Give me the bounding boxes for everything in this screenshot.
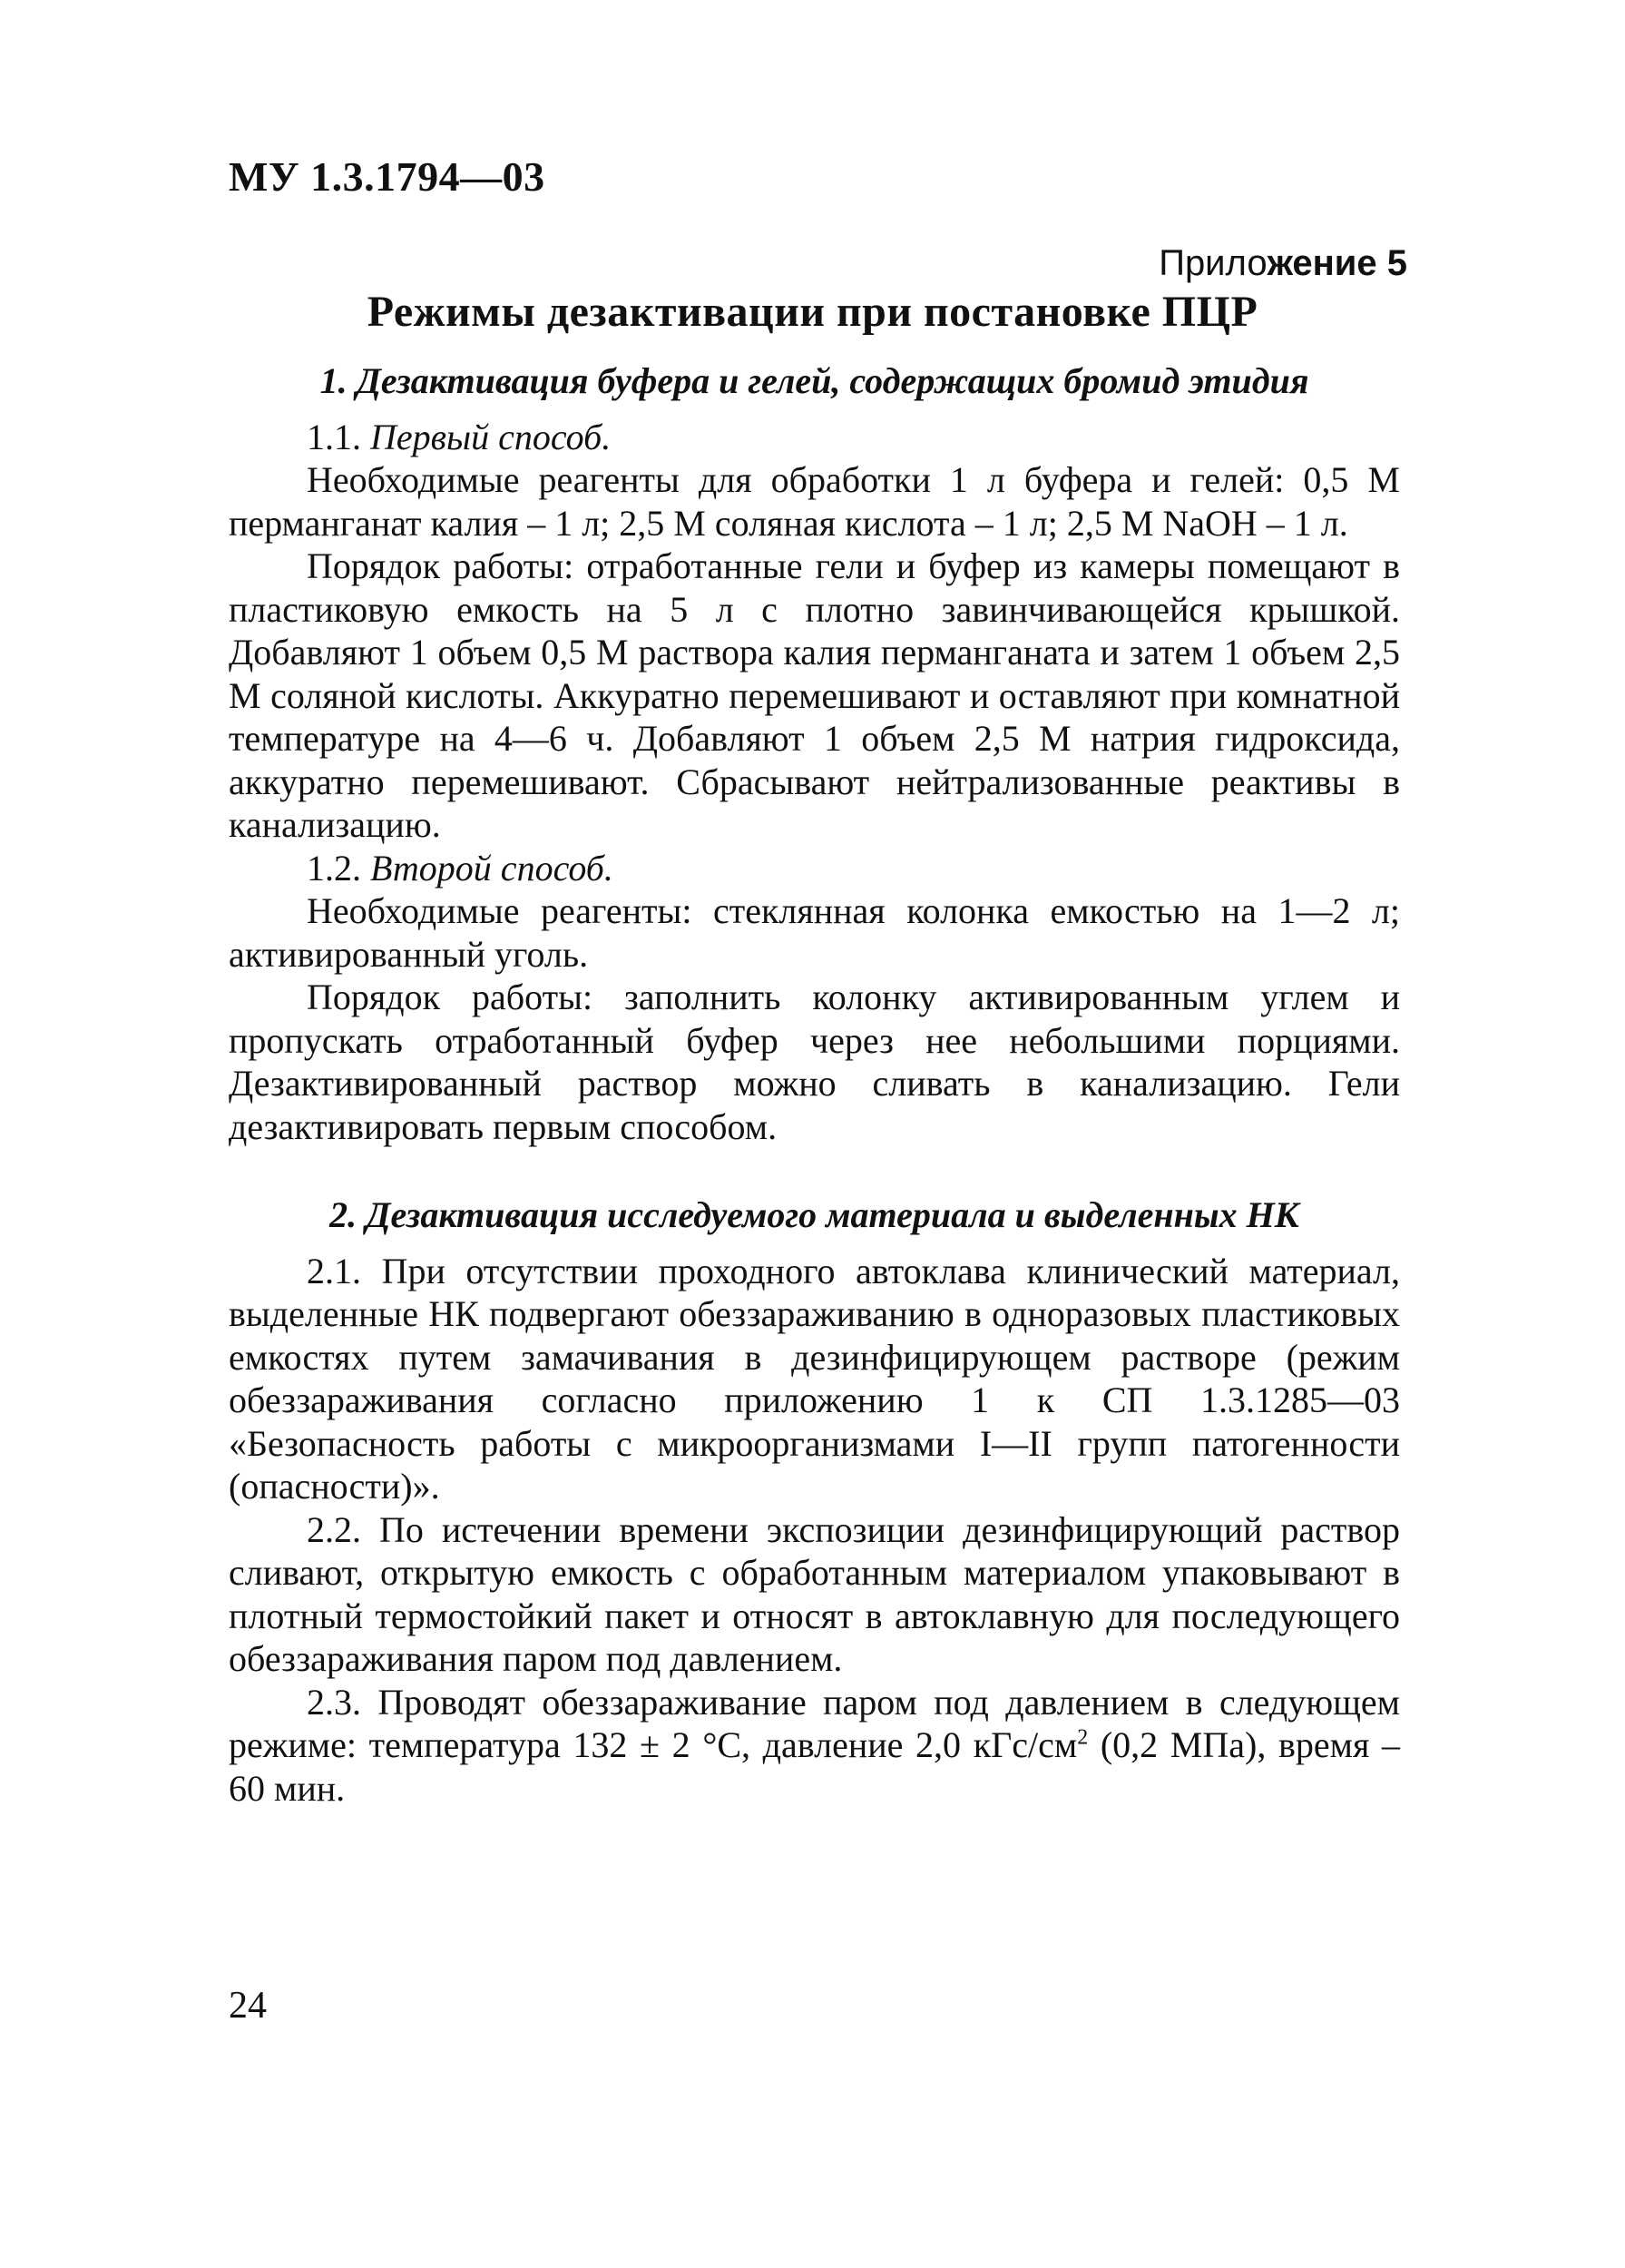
paragraph-procedure-1: Порядок работы: отработанные гели и буфер из камеры помещают в пластиковую емкость на 5 л с плотно завинчивающейся крышкой. Добавляют 1 объем 0,5 М раствора калия перманганата и затем 1 объем 2,5 М соляной кислоты. Аккуратно перемешивают и оставляют при комнатной температуре на 4—6 ч. Добавляют 1 объем 2,5 М натрия гидроксида, аккуратно перемешивают. Сбрасывают нейтрализованные реактивы в канализацию. [229,545,1400,845]
document-body [229,359,1400,1810]
document-code: МУ 1.3.1794—03 [229,153,545,200]
superscript: 2 [1077,1725,1089,1750]
paragraph-procedure-2: Порядок работы: заполнить колонку активированным углем и пропускать отработанный буфер через нее небольшими порциями. Дезактивированный раствор можно сливать в канализацию. Гели дезактивировать первым способом. [229,977,1400,1147]
subsection-1-1-title [229,416,1400,459]
page-number: 24 [229,1985,267,2027]
appendix-label [1159,243,1407,284]
subsection-1-2-title [229,847,1400,890]
paragraph-2-1: 2.1. При отсутствии проходного автоклава клинический материал, выделенные НК подвергают обеззараживанию в одноразовых пластиковых емкостях путем замачивания в дезинфицирующем растворе (режим обеззараживания согласно приложению 1 к СП 1.3.1285—03 «Безопасность работы с микроорганизмами I—II групп патогенности (опасности)». [229,1250,1400,1507]
paragraph-2-2: 2.2. По истечении времени экспозиции дезинфицирующий раствор сливают, открытую емкость с обработанным материалом упаковывают в плотный термостойкий пакет и относят в автоклавную для последующего обеззараживания паром под давлением. [229,1508,1400,1679]
appendix-label-suffix: жение 5 [1267,243,1407,283]
paragraph-2-3-text-end: (0,2 МПа), время – 60 мин. [229,1724,1400,1809]
paragraph-reagents-1: Необходимые реагенты для обработки 1 л буфера и гелей: 0,5 М перманганат калия – 1 л; 2,5 М соляная кислота – 1 л; 2,5 М NaOH – 1 л. [229,459,1400,544]
page-title: Режимы дезактивации при постановке ПЦР [367,288,1258,336]
subsection-number: 1.2. [307,847,361,889]
subsection-number: 1.1. [307,416,361,457]
paragraph-reagents-2: Необходимые реагенты: стеклянная колонка емкостью на 1—2 л; активированный уголь. [229,890,1400,975]
section-2-heading: 2. Дезактивация исследуемого материала и выделенных НК [329,1194,1299,1235]
subsection-name: Первый способ. [370,416,612,457]
subsection-name: Второй способ. [370,847,613,889]
paragraph-2-3 [229,1681,1400,1811]
paragraph-2-3-text: 2.3. Проводят обеззараживание паром под давлением в следующем режиме: температура 132 ± 2 °С, давление 2,0 кГс/см [229,1681,1400,1765]
section-1-heading: 1. Дезактивация буфера и гелей, содержащих бромид этидия [319,360,1309,401]
appendix-label-prefix: Прило [1159,243,1268,283]
